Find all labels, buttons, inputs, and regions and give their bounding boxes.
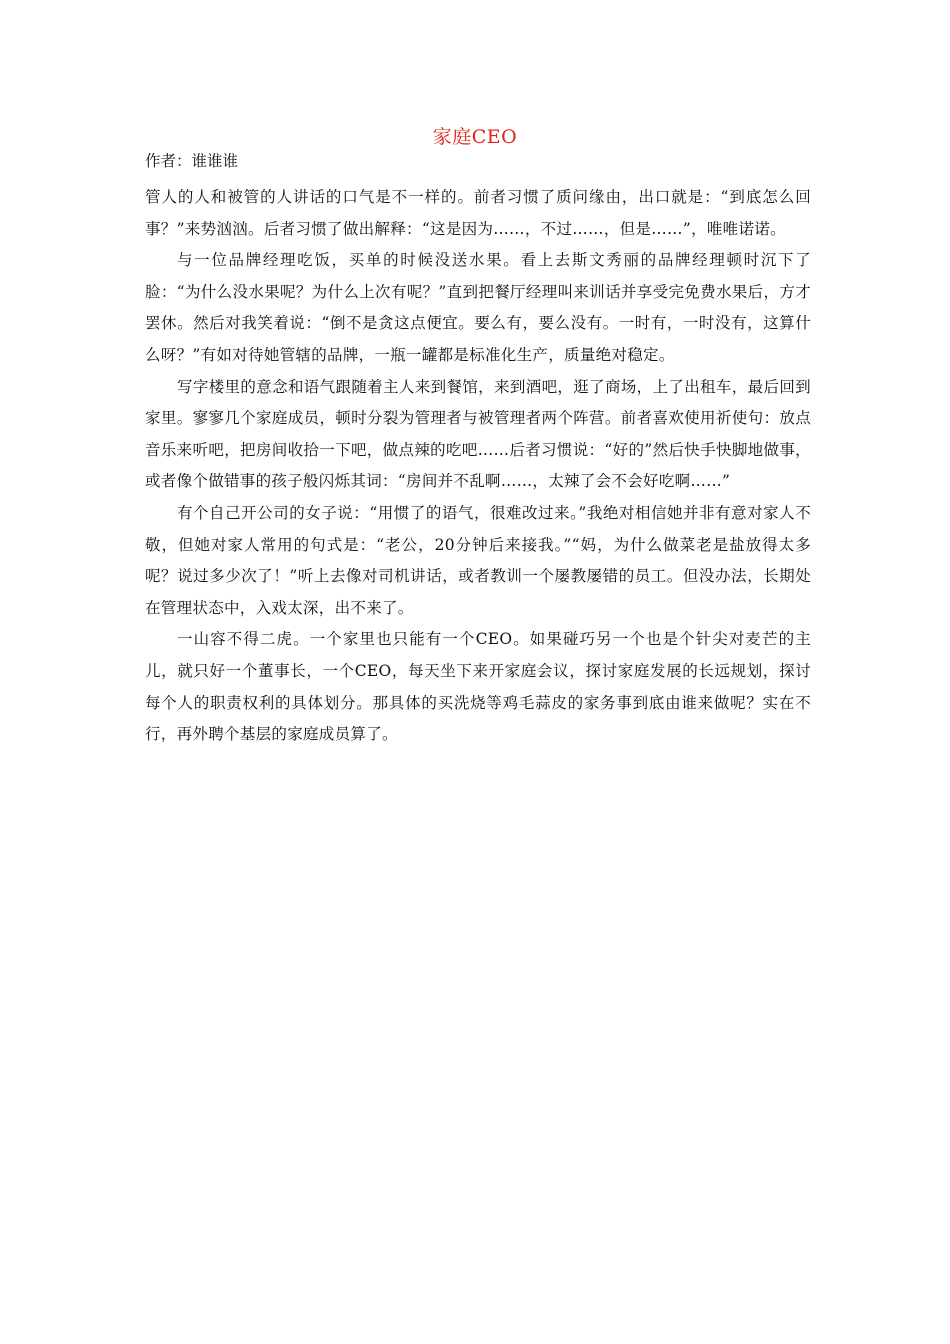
paragraph-3: 写字楼里的意念和语气跟随着主人来到餐馆，来到酒吧，逛了商场，上了出租车，最后回到家里。寥寥几个家庭成员，顿时分裂为管理者与被管理者两个阵营。前者喜欢使用祈使句：放点音乐来听吧，把房间收拾一下吧，做点辣的吃吧……后者习惯说：“好的”然后快手快脚地做事，或者像个做错事的孩子般闪烁其词：“房间并不乱啊……，太辣了会不会好吃啊……” [145,377,811,491]
paragraph-1: 管人的人和被管的人讲话的口气是不一样的。前者习惯了质问缘由，出口就是：“到底怎么回事？”来势汹汹。后者习惯了做出解释：“这是因为……，不过……，但是……”，唯唯诺诺。 [145,188,811,238]
paragraph-4: 有个自己开公司的女子说：“用惯了的语气，很难改过来。”我绝对相信她并非有意对家人不敬，但她对家人常用的句式是：“老公，20分钟后来接我。”“妈，为什么做菜老是盐放得太多呢？说过多少次了！”听上去像对司机讲话，或者教训一个屡教屡错的员工。但没办法，长期处在管理状态中，入戏太深，出不来了。 [145,503,811,617]
author-line: 作者：谁谁谁 [145,152,239,170]
article-body [145,182,811,751]
document-title: 家庭CEO [432,126,518,148]
paragraph-5: 一山容不得二虎。一个家里也只能有一个CEO。如果碰巧另一个也是个针尖对麦芒的主儿，就只好一个董事长，一个CEO，每天坐下来开家庭会议，探讨家庭发展的长远规划，探讨每个人的职责权利的具体划分。那具体的买洗烧等鸡毛蒜皮的家务事到底由谁来做呢？实在不行，再外聘个基层的家庭成员算了。 [145,630,811,744]
paragraph-2: 与一位品牌经理吃饭，买单的时候没送水果。看上去斯文秀丽的品牌经理顿时沉下了脸：“为什么没水果呢？为什么上次有呢？”直到把餐厅经理叫来训话并享受完免费水果后，方才罢休。然后对我笑着说：“倒不是贪这点便宜。要么有，要么没有。一时有，一时没有，这算什么呀？”有如对待她管辖的品牌，一瓶一罐都是标准化生产，质量绝对稳定。 [145,251,811,364]
